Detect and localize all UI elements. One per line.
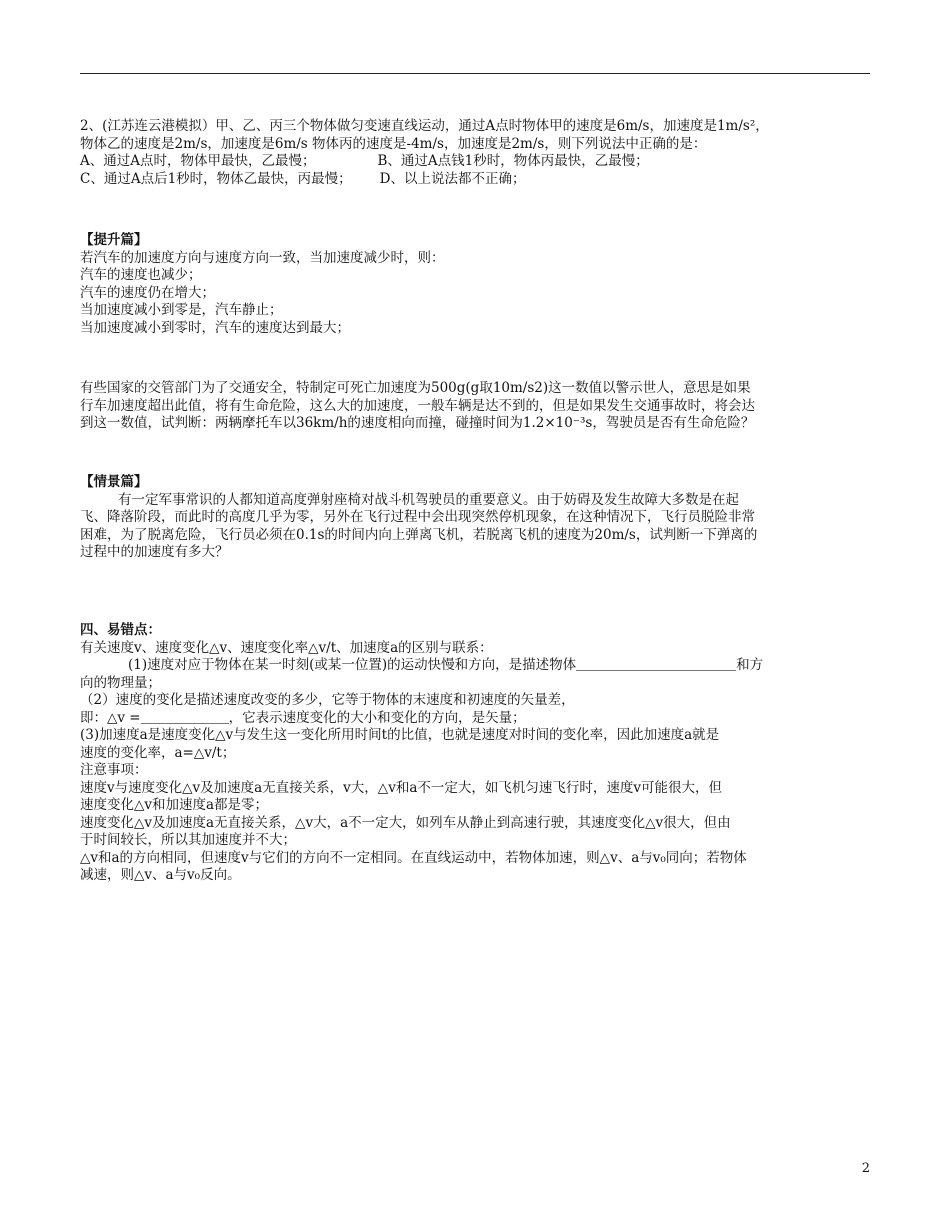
yicuo-section: [80, 622, 870, 885]
question-2: [80, 118, 870, 188]
tisheng-section: [80, 232, 870, 337]
note-2-cont: 于时间较长，所以其加速度并不大；: [80, 832, 296, 848]
traffic-line-1: 有些国家的交管部门为了交通安全，特制定可死亡加速度为500g(g取10m/s2)这一数值以警示世人，意思是如果: [80, 380, 751, 396]
tisheng-option-3: 当加速度减小到零是，汽车静止；: [80, 302, 283, 318]
fill-blank-1[interactable]: [576, 657, 736, 671]
point-2-formula-label: 即：△v =: [80, 709, 141, 726]
note-2: 速度变化△v及加速度a无直接关系，△v大，a不一定大，如列车从静止到高速行驶，其速度变化△v很大，但由: [80, 814, 731, 831]
yicuo-intro: 有关速度v、速度变化△v、速度变化率△v/t、加速度a的区别与联系：: [80, 639, 493, 656]
note-3-cont: 减速，则△v、a与v₀反向。: [80, 867, 241, 883]
q2-options-row-2: [80, 171, 870, 189]
q2-options-row-1: [80, 153, 870, 171]
notes-heading: 注意事项：: [80, 762, 148, 778]
q2-line-2: 物体乙的速度是2m/s，加速度是6m/s 物体丙的速度是-4m/s，加速度是2m/s，则下列说法中正确的是：: [80, 135, 707, 152]
qingjing-line-3: 困难，为了脱离危险，飞行员必须在0.1s的时间内向上弹离飞机，若脱离飞机的速度为20m/s，试判断一下弹离的: [80, 526, 758, 543]
qingjing-line-4: 过程中的加速度有多大？: [80, 544, 229, 560]
traffic-problem: [80, 380, 870, 433]
traffic-line-3: 到这一数值，试判断：两辆摩托车以36km/h的速度相向而撞，碰撞时间为1.2×10⁻³s，驾驶员是否有生命危险？: [80, 415, 755, 431]
tisheng-option-4: 当加速度减小到零时，汽车的速度达到最大；: [80, 319, 350, 336]
q2-line-1: 2、(江苏连云港模拟）甲、乙、丙三个物体做匀变速直线运动，通过A点时物体甲的速度是6m/s，加速度是1m/s²，: [80, 118, 769, 134]
qingjing-section: [80, 474, 870, 562]
q2-option-c: C、通过A点后1秒时，物体乙最快，丙最慢；: [80, 170, 352, 187]
page-number: 2: [861, 1161, 870, 1176]
fill-blank-2[interactable]: [141, 710, 229, 724]
header-rule: [80, 73, 870, 74]
point-1-tail: 和方: [736, 657, 764, 673]
yicuo-point-1: [80, 657, 870, 675]
qingjing-heading: 【情景篇】: [80, 474, 148, 490]
yicuo-point-3-cont: 速度的变化率，a=△v/t；: [80, 744, 236, 761]
point-1-text: (1)速度对应于物体在某一时刻(或某一位置)的运动快慢和方向，是描述物体: [128, 657, 577, 673]
note-3: △v和a的方向相同，但速度v与它们的方向不一定相同。在直线运动中，若物体加速，则△v、a与v₀同向；若物体: [80, 849, 747, 866]
q2-option-b: B、通过A点钱1秒时，物体丙最快，乙最慢；: [377, 153, 649, 169]
tisheng-heading: 【提升篇】: [80, 232, 148, 248]
q2-option-d: D、以上说法都不正确；: [379, 170, 526, 187]
yicuo-heading: 四、易错点：: [80, 622, 161, 638]
note-1-cont: 速度变化△v和加速度a都是零；: [80, 797, 269, 813]
tisheng-stem: 若汽车的加速度方向与速度方向一致，当加速度减少时，则：: [80, 249, 445, 266]
note-1: 速度v与速度变化△v及加速度a无直接关系，v大，△v和a不一定大，如飞机匀速飞行时，速度v可能很大，但: [80, 779, 722, 796]
tisheng-option-2: 汽车的速度仍在增大；: [80, 284, 215, 301]
q2-option-a: A、通过A点时，物体甲最快，乙最慢；: [80, 153, 316, 169]
tisheng-option-1: 汽车的速度也减少；: [80, 267, 202, 283]
yicuo-point-2: （2）速度的变化是描述速度改变的多少，它等于物体的末速度和初速度的矢量差，: [80, 692, 575, 708]
traffic-line-2: 行车加速度超出此值，将有生命危险，这么大的加速度，一般车辆是达不到的，但是如果发生交通事故时，将会达: [80, 397, 755, 414]
yicuo-point-1-cont: 向的物理量；: [80, 674, 161, 691]
point-2-formula-tail: ，它表示速度变化的大小和变化的方向，是矢量；: [228, 709, 526, 726]
qingjing-line-1: 有一定军事常识的人都知道高度弹射座椅对战斗机驾驶员的重要意义。由于妨碍及发生故障大多数是在起: [118, 491, 739, 508]
yicuo-point-2-formula: [80, 710, 870, 728]
qingjing-line-2: 飞、降落阶段，而此时的高度几乎为零，另外在飞行过程中会出现突然停机现象，在这种情况下，飞行员脱险非常: [80, 509, 755, 525]
yicuo-point-3: (3)加速度a是速度变化△v与发生这一变化所用时间t的比值，也就是速度对时间的变化率，因此加速度a就是: [80, 727, 720, 743]
